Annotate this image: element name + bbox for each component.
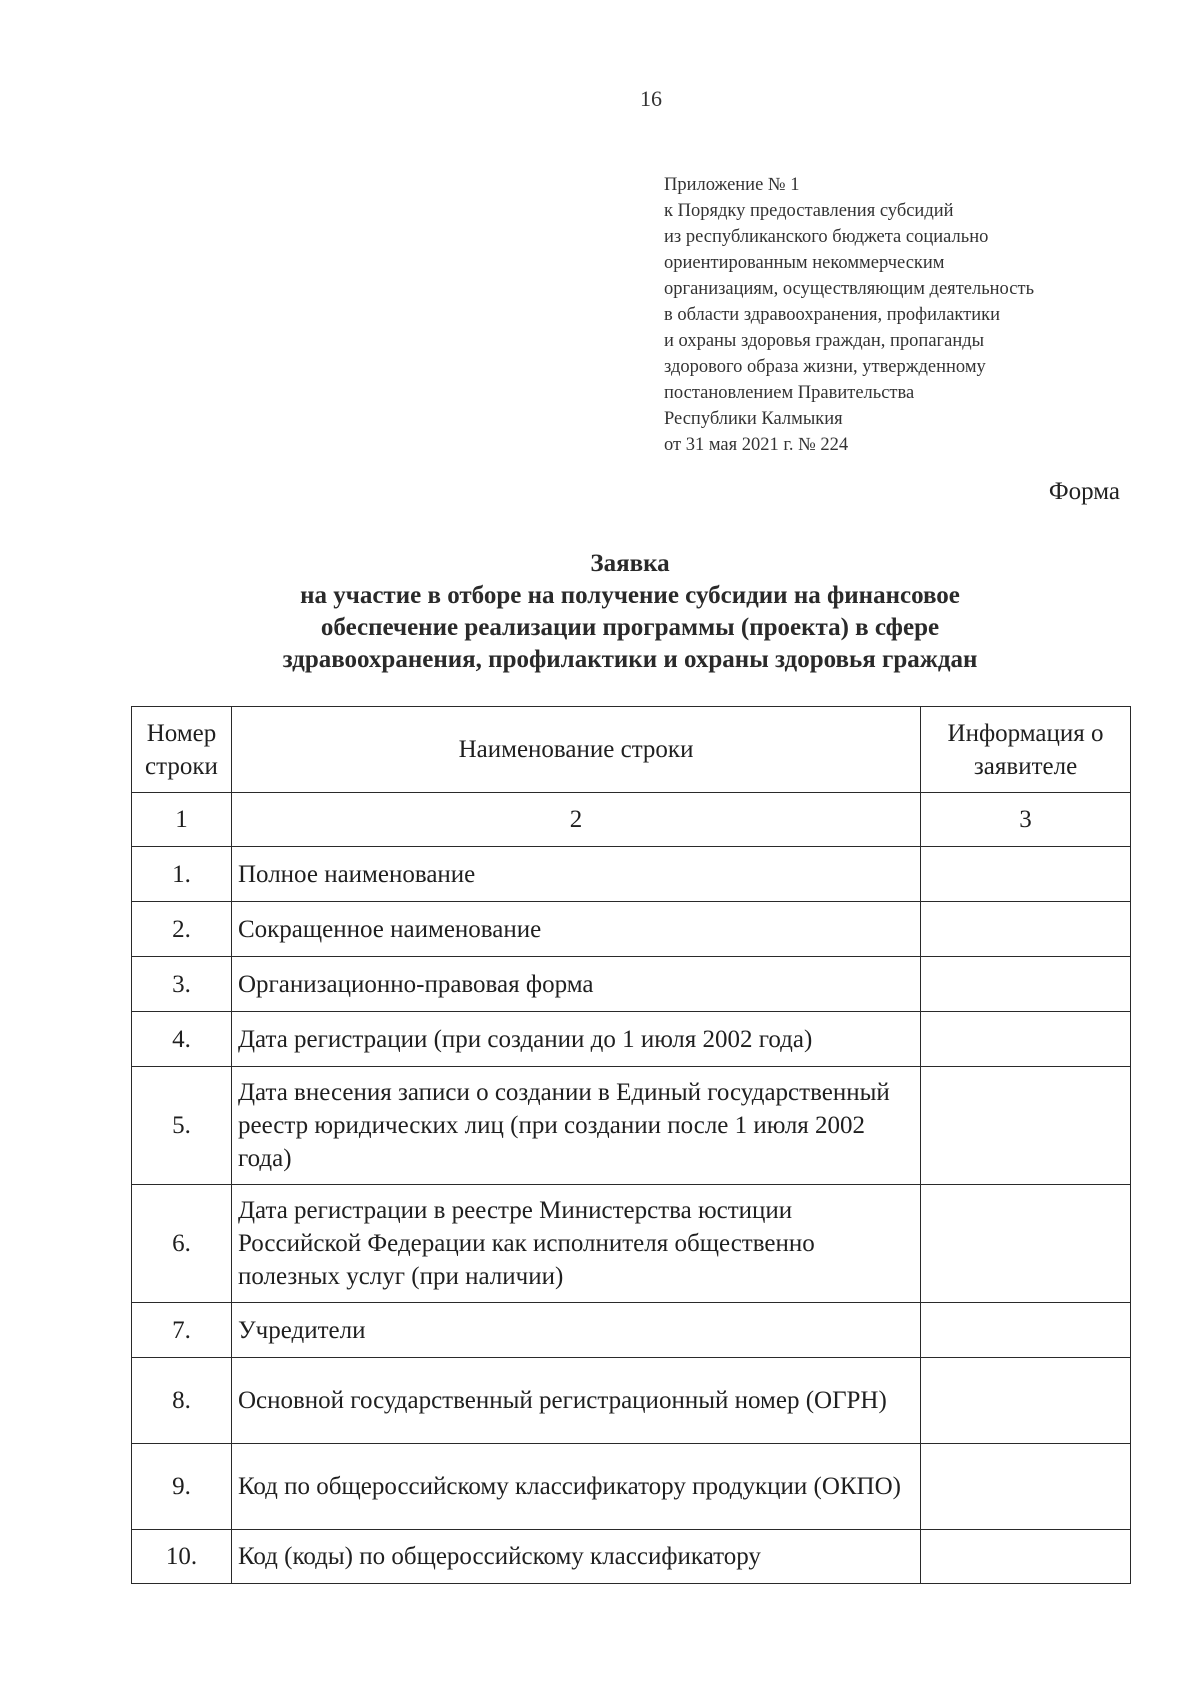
title-line: здравоохранения, профилактики и охраны здоровья граждан [282, 646, 978, 673]
row-number: 9. [132, 1444, 232, 1530]
table-row [132, 1530, 1131, 1584]
appendix-line: Республики Калмыкия [664, 409, 843, 429]
application-table [131, 706, 1131, 1584]
row-number: 10. [132, 1530, 232, 1584]
row-name: Дата внесения записи о создании в Единый государственный реестр юридических лиц (при создании после 1 июля 2002 года) [231, 1067, 920, 1185]
row-name: Полное наименование [231, 847, 920, 902]
row-name: Дата регистрации в реестре Министерства юстиции Российской Федерации как исполнителя общественно полезных услуг (при наличии) [231, 1185, 920, 1303]
appendix-note [664, 172, 1134, 458]
row-name: Код по общероссийскому классификатору продукции (ОКПО) [231, 1444, 920, 1530]
row-number: 4. [132, 1012, 232, 1067]
header-row-name: Наименование строки [231, 707, 920, 793]
table-row [132, 1185, 1131, 1303]
title-line: обеспечение реализации программы (проекта) в сфере [320, 614, 940, 641]
row-name: Организационно-правовая форма [231, 957, 920, 1012]
row-name: Учредители [231, 1303, 920, 1358]
column-number: 1 [132, 793, 232, 847]
table-row [132, 1067, 1131, 1185]
appendix-line: ориентированным некоммерческим [664, 253, 945, 273]
title-line: Заявка [590, 550, 670, 577]
row-number: 2. [132, 902, 232, 957]
table-row [132, 902, 1131, 957]
appendix-line: к Порядку предоставления субсидий [664, 201, 954, 221]
table-row [132, 1444, 1131, 1530]
row-name: Код (коды) по общероссийскому классификатору [231, 1530, 920, 1584]
appendix-line: Приложение № 1 [664, 175, 800, 195]
appendix-line: от 31 мая 2021 г. № 224 [664, 435, 849, 455]
row-name: Основной государственный регистрационный номер (ОГРН) [231, 1358, 920, 1444]
applicant-info-cell[interactable] [921, 1067, 1131, 1185]
header-row-number: Номер строки [132, 707, 232, 793]
row-name: Сокращенное наименование [231, 902, 920, 957]
appendix-line: из республиканского бюджета социально [664, 227, 989, 247]
page-number: 16 [640, 86, 662, 111]
column-number: 2 [231, 793, 920, 847]
appendix-line: здорового образа жизни, утвержденному [664, 357, 986, 377]
row-number: 1. [132, 847, 232, 902]
row-number: 6. [132, 1185, 232, 1303]
row-number: 5. [132, 1067, 232, 1185]
applicant-info-cell[interactable] [921, 1530, 1131, 1584]
applicant-info-cell[interactable] [921, 1185, 1131, 1303]
appendix-line: и охраны здоровья граждан, пропаганды [664, 331, 985, 351]
appendix-line: организациям, осуществляющим деятельность [664, 279, 1034, 299]
applicant-info-cell[interactable] [921, 957, 1131, 1012]
appendix-line: в области здравоохранения, профилактики [664, 305, 1001, 325]
appendix-line: постановлением Правительства [664, 383, 915, 403]
column-number-row [132, 793, 1131, 847]
applicant-info-cell[interactable] [921, 847, 1131, 902]
row-name: Дата регистрации (при создании до 1 июля 2002 года) [231, 1012, 920, 1067]
form-label: Форма [1048, 478, 1120, 505]
table-row [132, 1303, 1131, 1358]
applicant-info-cell[interactable] [921, 902, 1131, 957]
table-row [132, 957, 1131, 1012]
column-number: 3 [921, 793, 1131, 847]
document-title [130, 548, 1130, 676]
title-line: на участие в отборе на получение субсидии на финансовое [300, 582, 960, 609]
header-applicant-info: Информация о заявителе [921, 707, 1131, 793]
row-number: 7. [132, 1303, 232, 1358]
applicant-info-cell[interactable] [921, 1303, 1131, 1358]
table-row [132, 1358, 1131, 1444]
applicant-info-cell[interactable] [921, 1358, 1131, 1444]
applicant-info-cell[interactable] [921, 1444, 1131, 1530]
row-number: 3. [132, 957, 232, 1012]
table-row [132, 1012, 1131, 1067]
applicant-info-cell[interactable] [921, 1012, 1131, 1067]
table-header-row [132, 707, 1131, 793]
table-row [132, 847, 1131, 902]
row-number: 8. [132, 1358, 232, 1444]
